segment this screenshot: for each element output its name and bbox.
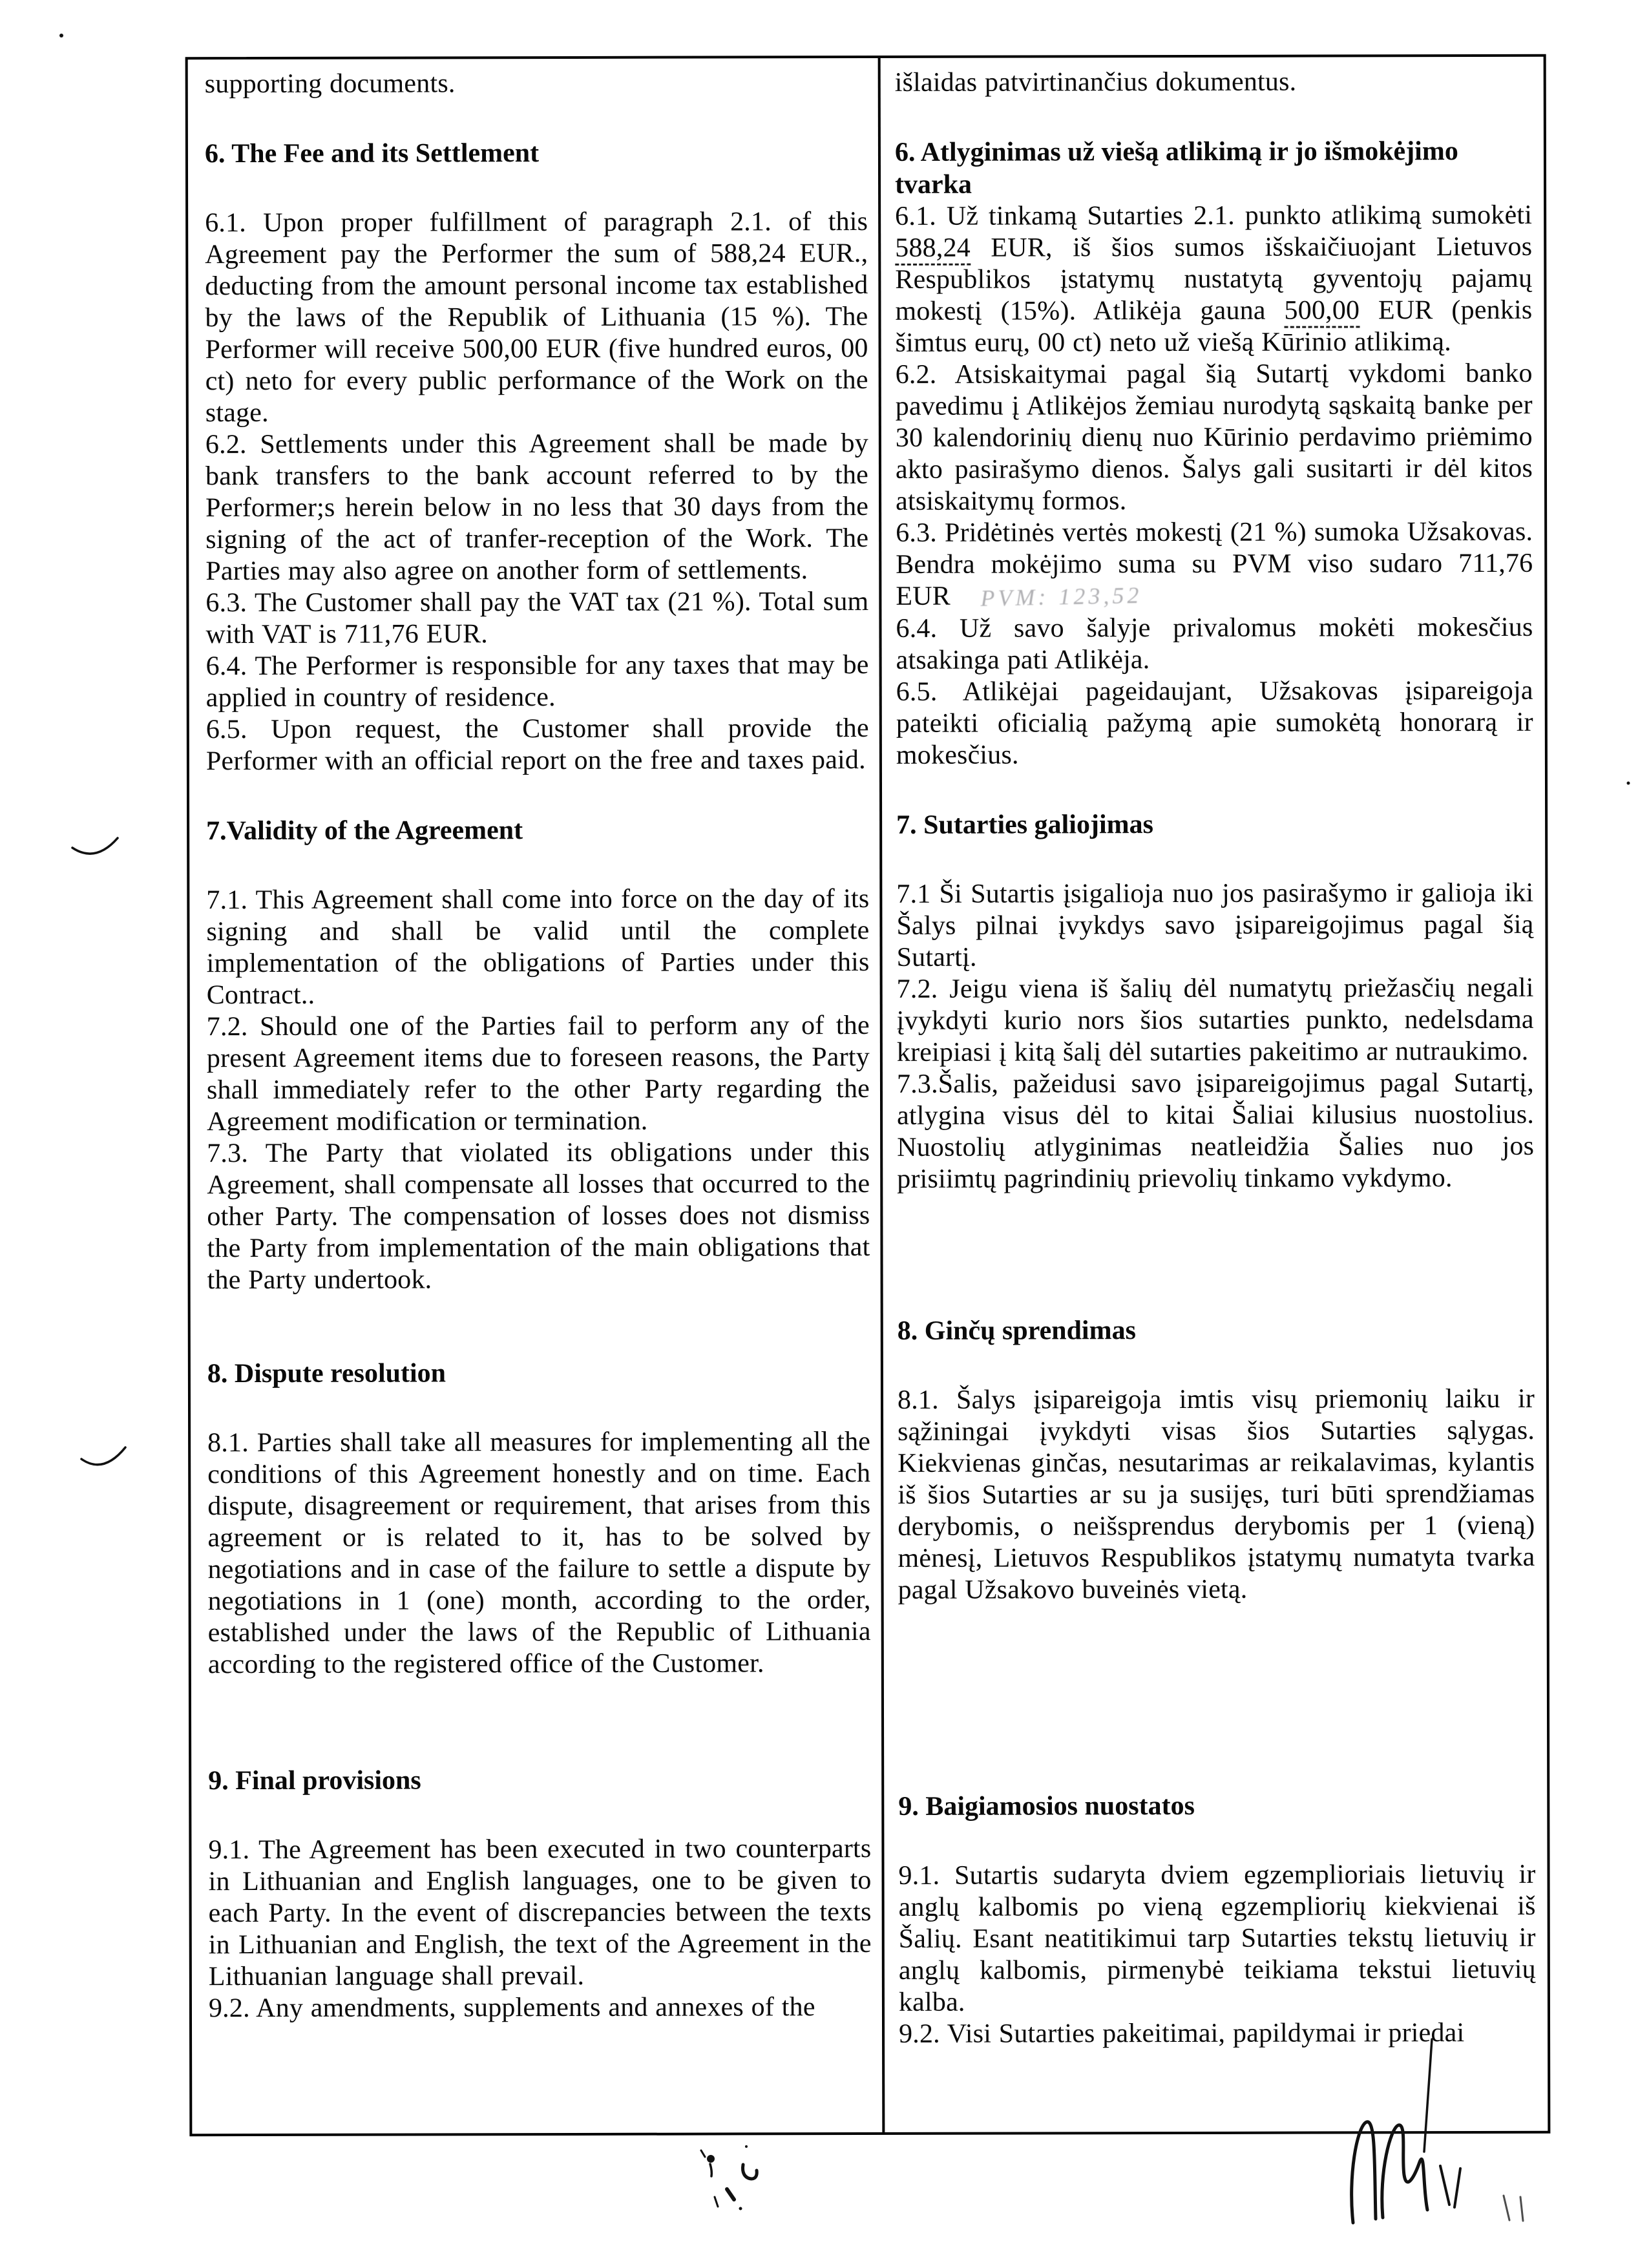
paragraph-lt-6.4: 6.4. Už savo šalyje privalomus mokėti mokesčius atsakinga pati Atlikėja.	[896, 612, 1533, 675]
paragraph-en-6.1: 6.1. Upon proper fulfillment of paragraph 2.1. of this Agreement pay the Performer the sum of 588,24 EUR., deducting from the amount personal income tax established by the laws of the Republik of Lithuania (15 %). The Performer will receive 500,00 EUR (five hundred euros, 00 ct) neto for every public performance of the Work on the stage.	[205, 206, 868, 428]
blank-space	[207, 1295, 870, 1358]
heading-en-9: 9. Final provisions	[208, 1765, 421, 1796]
column-lithuanian	[881, 57, 1548, 2132]
heading-lt-7: 7. Sutarties galiojimas	[896, 810, 1153, 840]
paragraph-lt-9.2: 9.2. Visi Sutarties pakeitimai, papildymai ir priedai	[898, 2018, 1465, 2049]
paragraph-lt-carryover: išlaidas patvirtinančius dokumentus.	[894, 67, 1297, 98]
paragraph-en-carryover: supporting documents.	[204, 68, 456, 100]
blank-space	[208, 1796, 871, 1834]
heading-lt-8: 8. Ginčų sprendimas	[897, 1316, 1136, 1346]
scan-speck	[1627, 782, 1630, 785]
blank-space	[897, 1194, 1534, 1315]
paragraph-lt-6.3: 6.3. Pridėtinės vertės mokestį (21 %) sumoka Užsakovas. Bendra mokėjimo suma su PVM viso sudaro 711,76 EUR PVM: 123,52	[896, 516, 1533, 613]
heading-lt-6: 6. Atlyginimas už viešą atlikimą ir jo išmokėjimo tvarka	[894, 136, 1458, 200]
handwritten-note: PVM: 123,52	[980, 582, 1142, 611]
blank-space	[898, 1605, 1536, 1790]
ink-squiggle	[710, 2164, 711, 2176]
ink-speck	[745, 2145, 748, 2148]
blank-space	[205, 169, 868, 207]
ink-squiggle	[727, 2189, 734, 2200]
margin-check-mark	[81, 1447, 125, 1465]
signature-faint-mark	[1520, 2197, 1523, 2221]
paragraph-lt-6.1: 6.1. Už tinkamą Sutarties 2.1. punkto atlikimą sumokėti 588,24 EUR, iš šios sumos išskaičiuojant Lietuvos Respublikos įstatymų nustatytą gyventojų pajamų mokestį (15%). Atlikėja gauna 500,00 EUR (penkis šimtus eurų, 00 ct) neto už viešą Kūrinio atlikimą.	[895, 200, 1533, 358]
paragraph-lt-7.3: 7.3.Šalis, pažeidusi savo įsipareigojimus pagal Sutartį, atlygina visus dėl to kitai Šaliai kilusius nuostolius. Nuostolių atlyginimas neatleidžia Šalies nuo jos prisiimtų pagrindinių prievolių tinkamo vykdymo.	[896, 1067, 1535, 1194]
blank-space	[898, 1822, 1535, 1860]
ink-blob	[707, 2155, 715, 2163]
heading-en-8: 8. Dispute resolution	[207, 1358, 446, 1389]
paragraph-en-9.1: 9.1. The Agreement has been executed in two counterparts in Lithuanian and English languages, one to be given to each Party. In the event of discrepancies between the texts in Lithuanian and English, the text of the Agreement in the Lithuanian language shall prevail.	[208, 1833, 872, 1992]
heading-en-7: 7.Validity of the Agreement	[206, 815, 523, 846]
paragraph-lt-9.1: 9.1. Sutartis sudaryta dviem egzemplioriais lietuvių ir anglų kalbomis po vieną egzempliorių kiekvienai iš Šalių. Esant neatitikimui tarp Sutarties tekstų lietuvių ir anglų kalbomis, pirmenybė teikiama tekstui lietuvių kalba.	[898, 1859, 1536, 2017]
blank-space	[207, 1389, 870, 1427]
paragraph-en-8.1: 8.1. Parties shall take all measures for implementing all the conditions of this Agreement honestly and on time. Each dispute, disagreement or requirement, that arises from this agreement or is related to it, has to be solved by negotiations and in case of the failure to settle a dispute by negotiations in 1 (one) month, according to the order, established under the laws of the Republic of Lithuania according to the registered office of the Customer.	[207, 1426, 871, 1680]
column-english	[188, 58, 885, 2134]
paragraph-en-6.2: 6.2. Settlements under this Agreement shall be made by bank transfers to the bank account referred to by the Performer;s herein below in no less that 30 days from the signing of the act of tranfer-reception of the Work. The Parties may also agree on another form of settlements.	[205, 428, 869, 587]
signature-faint-mark	[1504, 2196, 1509, 2220]
paragraph-en-7.1: 7.1. This Agreement shall come into force on the day of its signing and shall be valid until the complete implementation of the obligations of Parties under this Contract..	[206, 883, 870, 1011]
paragraph-en-6.5: 6.5. Upon request, the Customer shall provide the Performer with an official report on the free and taxes paid.	[205, 713, 869, 777]
blank-space	[206, 776, 869, 815]
paragraph-lt-8.1: 8.1. Šalys įsipareigoja imtis visų priemonių laiku ir sąžiningai įvykdyti visas šios Sutarties sąlygas. Kiekvienas ginčas, nesutarimas ar reikalavimas, kylantis iš šios Sutarties ar su ja susijęs, turi būti sprendžiamas derybomis, o neišsprendus derybomis per 1 (vieną) mėnesį, Lietuvos Respublikos įstatymų numatyta tvarka pagal Užsakovo buveinės vietą.	[897, 1383, 1535, 1605]
signature-stroke	[1440, 2166, 1449, 2205]
blank-space	[895, 98, 1532, 136]
paragraph-en-6.4: 6.4. The Performer is responsible for any taxes that may be applied in country of residence.	[205, 649, 869, 713]
signature-stroke	[1382, 2125, 1427, 2218]
signature-stroke	[1352, 2122, 1376, 2223]
ink-squiggle	[743, 2165, 757, 2179]
paragraph-en-9.2: 9.2. Any amendments, supplements and annexes of the	[208, 1992, 815, 2024]
ink-speck	[739, 2207, 742, 2210]
blank-space	[896, 770, 1533, 809]
hand-underlined-amount: 500,00	[1284, 295, 1360, 328]
heading-en-6: 6. The Fee and its Settlement	[204, 138, 540, 169]
paragraph-lt-6.2: 6.2. Atsiskaitymai pagal šią Sutartį vykdomi banko pavedimu į Atlikėjos žemiau nurodytą sąskaitą banke per 30 kalendorinių dienų nuo Kūrinio perdavimo priėmimo akto pasirašymo dienos. Šalys gali susitarti ir dėl kitos atsiskaitymų formos.	[895, 358, 1533, 516]
scan-speck	[59, 34, 63, 37]
ink-squiggle	[701, 2150, 705, 2157]
contract-table	[185, 54, 1551, 2136]
blank-space	[208, 1679, 871, 1765]
hand-underlined-amount: 588,24	[895, 233, 971, 266]
paragraph-lt-7.2: 7.2. Jeigu viena iš šalių dėl numatytų priežasčių negali įvykdyti kurio nors šios sutarties punkto, nedelsdama kreipiasi į kitą šalį dėl sutarties pakeitimo ar nutraukimo.	[896, 972, 1534, 1067]
paragraph-en-7.3: 7.3. The Party that violated its obligations under this Agreement, shall compensate all losses that occurred to the other Party. The compensation of losses does not dismiss the Party from implementation of the main obligations that the Party undertook.	[207, 1137, 870, 1296]
margin-check-mark	[72, 838, 118, 854]
blank-space	[206, 846, 869, 885]
paragraph-lt-6.5: 6.5. Atlikėjai pageidaujant, Užsakovas įsipareigoja pateikti oficialią pažymą apie sumokėtą honorarą ir mokesčius.	[896, 675, 1533, 770]
paragraph-lt-7.1: 7.1 Ši Sutartis įsigalioja nuo jos pasirašymo ir galioja iki Šalys pilnai įvykdys savo įsipareigojimus pagal šią Sutartį.	[896, 877, 1534, 972]
heading-lt-9: 9. Baigiamosios nuostatos	[898, 1790, 1195, 1822]
blank-space	[896, 840, 1533, 879]
signature-stroke	[1455, 2168, 1460, 2207]
blank-space	[898, 1346, 1535, 1385]
ink-squiggle	[715, 2197, 718, 2207]
paragraph-en-7.2: 7.2. Should one of the Parties fail to perform any of the present Agreement items due to foreseen reasons, the Party shall immediately refer to the other Party regarding the Agreement modification or termination.	[206, 1010, 870, 1137]
paragraph-en-6.3: 6.3. The Customer shall pay the VAT tax (21 %). Total sum with VAT is 711,76 EUR.	[205, 586, 869, 650]
blank-space	[205, 99, 868, 138]
